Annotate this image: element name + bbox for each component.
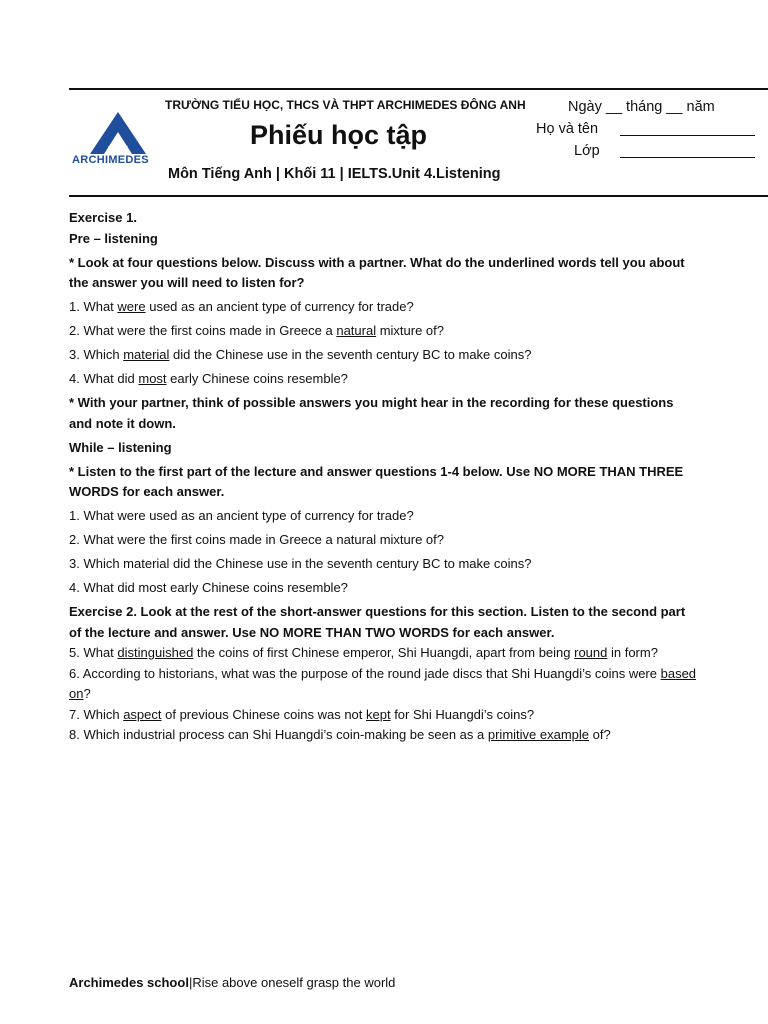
question-8: 8. Which industrial process can Shi Huangdi’s coin-making be seen as a primitive example of? bbox=[69, 727, 611, 742]
footer-separator: | bbox=[188, 975, 193, 990]
instruction-1: * Look at four questions below. Discuss with a partner. What do the underlined words tell you about the answer you will need to listen for? bbox=[69, 254, 685, 290]
logo-text: ARCHIMEDES bbox=[72, 154, 149, 166]
date-line: Ngày __ tháng __ năm bbox=[568, 99, 715, 115]
name-blank[interactable] bbox=[620, 121, 755, 136]
header-top-rule bbox=[69, 88, 768, 90]
instruction-3: * Listen to the first part of the lecture and answer questions 1-4 below. Use NO MORE THAN THREE WORDS for each answer. bbox=[69, 463, 684, 499]
footer-school: Archimedes school bbox=[69, 975, 189, 990]
class-blank[interactable] bbox=[620, 143, 755, 158]
question-6: 6. According to historians, what was the purpose of the round jade discs that Shi Huangdi’s coins were based on? bbox=[69, 665, 697, 701]
footer bbox=[69, 975, 395, 990]
while-listening-heading: While – listening bbox=[69, 439, 172, 455]
pre-listening-heading: Pre – listening bbox=[69, 230, 158, 246]
instruction-2: * With your partner, think of possible answers you might hear in the recording for these questions and note it down. bbox=[69, 395, 674, 431]
pre-question-2: 2. What were the first coins made in Greece a natural mixture of? bbox=[69, 323, 445, 338]
page-title: Phiếu học tập bbox=[250, 120, 428, 150]
pre-question-4: 4. What did most early Chinese coins resemble? bbox=[69, 371, 348, 386]
school-name: TRƯỜNG TIỂU HỌC, THCS VÀ THPT ARCHIMEDES ĐÔNG ANH bbox=[165, 98, 526, 112]
footer-slogan: Rise above oneself grasp the world bbox=[192, 975, 396, 990]
exercise1-heading: Exercise 1. bbox=[69, 210, 137, 225]
while-question-4: 4. What did most early Chinese coins resemble? bbox=[69, 580, 348, 595]
name-label: Họ và tên bbox=[536, 121, 599, 137]
question-7: 7. Which aspect of previous Chinese coins was not kept for Shi Huangdi’s coins? bbox=[69, 706, 535, 722]
header-bottom-rule bbox=[69, 195, 768, 197]
question-5: 5. What distinguished the coins of first Chinese emperor, Shi Huangdi, apart from being round in form? bbox=[69, 645, 658, 660]
while-question-3: 3. Which material did the Chinese use in the seventh century BC to make coins? bbox=[69, 556, 532, 571]
subject-line: Môn Tiếng Anh | Khối 11 | IELTS.Unit 4.Listening bbox=[168, 166, 501, 182]
worksheet-body bbox=[69, 208, 699, 746]
pre-question-3: 3. Which material did the Chinese use in the seventh century BC to make coins? bbox=[69, 347, 532, 362]
while-question-1: 1. What were used as an ancient type of currency for trade? bbox=[69, 508, 414, 523]
pre-question-1: 1. What were used as an ancient type of currency for trade? bbox=[69, 299, 414, 314]
class-label: Lớp bbox=[574, 143, 600, 159]
while-question-2: 2. What were the first coins made in Greece a natural mixture of? bbox=[69, 532, 445, 547]
exercise2-instruction: Exercise 2. Look at the rest of the short-answer questions for this section. Listen to the second part of the lecture and answer. Use NO MORE THAN TWO WORDS for each answer. bbox=[69, 604, 686, 640]
